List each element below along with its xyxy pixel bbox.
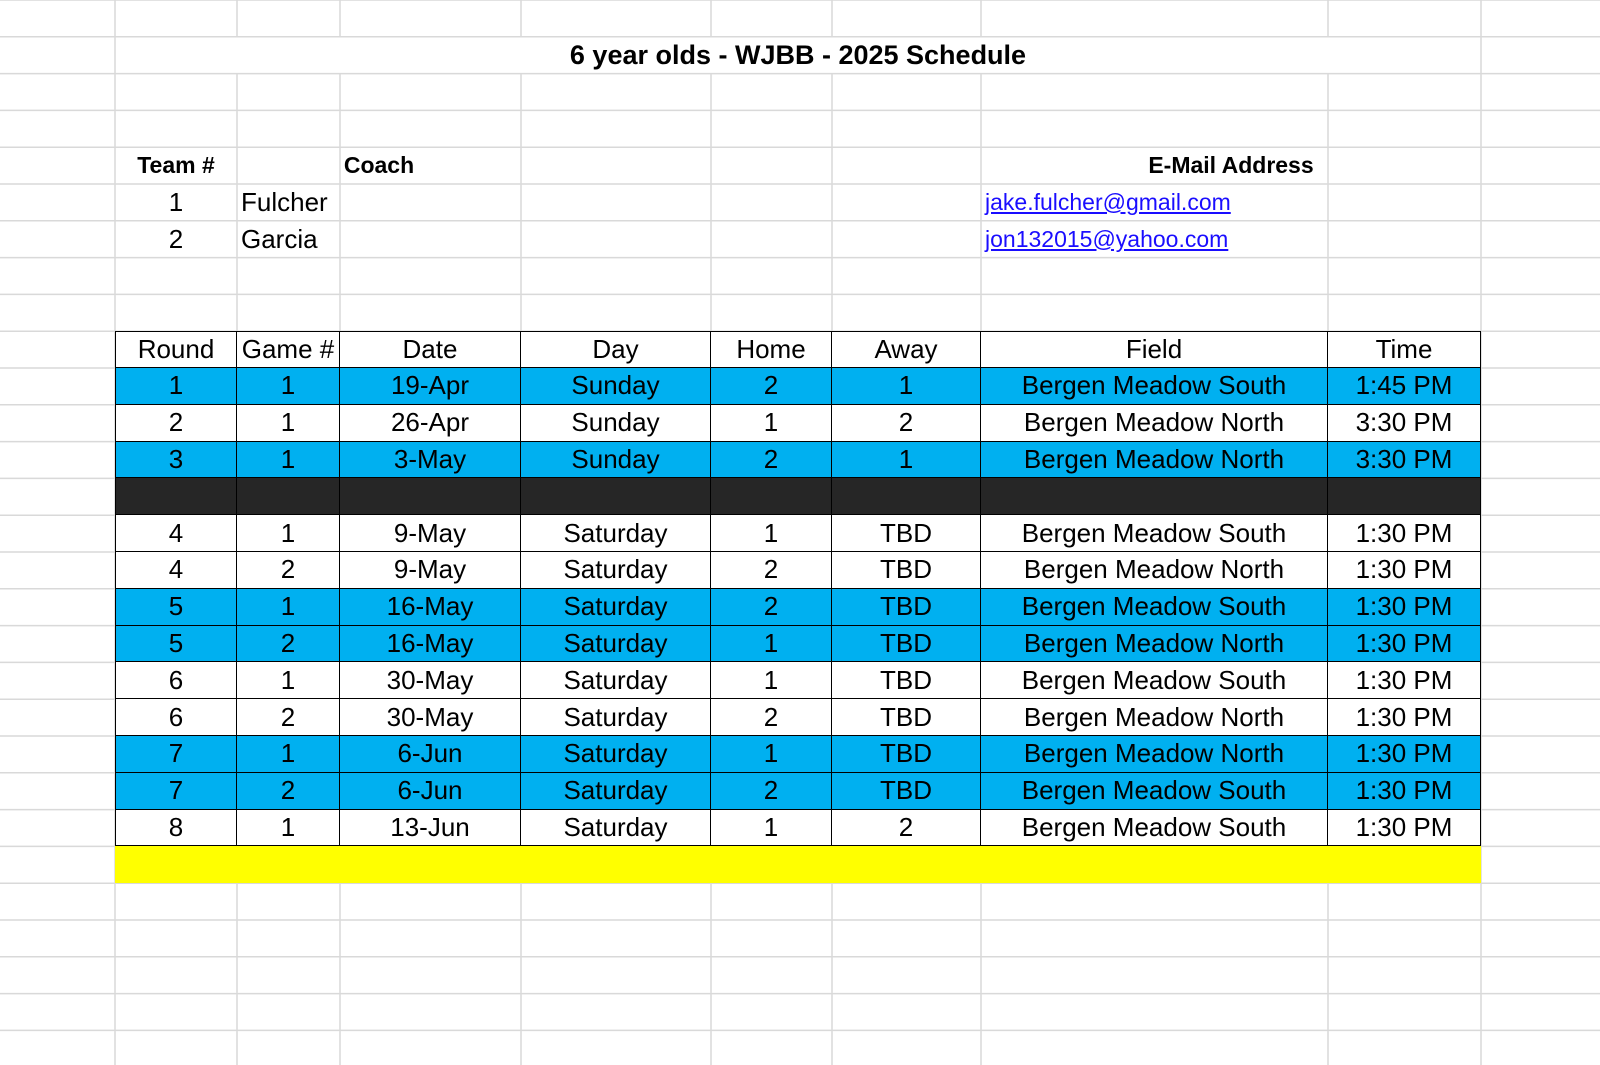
schedule-cell[interactable]: 6 [115,699,237,736]
schedule-cell[interactable]: 2 [711,552,832,589]
schedule-divider-cell[interactable] [115,478,237,515]
schedule-cell[interactable]: 1 [711,405,832,442]
schedule-cell[interactable]: 2 [711,699,832,736]
schedule-cell[interactable]: 1 [711,736,832,773]
schedule-cell[interactable]: TBD [832,589,981,626]
schedule-cell[interactable]: Bergen Meadow South [981,368,1328,405]
schedule-cell[interactable]: Saturday [521,552,711,589]
schedule-cell[interactable]: 1:30 PM [1328,515,1481,552]
schedule-cell[interactable]: 1 [832,442,981,479]
schedule-cell[interactable]: Saturday [521,810,711,847]
schedule-cell[interactable]: 6-Jun [340,773,521,810]
schedule-cell[interactable]: Sunday [521,405,711,442]
schedule-cell[interactable]: 13-Jun [340,810,521,847]
schedule-cell[interactable]: 3-May [340,442,521,479]
team-number[interactable]: 2 [168,223,184,254]
schedule-divider-cell[interactable] [237,478,340,515]
schedule-cell[interactable]: Bergen Meadow North [981,699,1328,736]
schedule-divider-cell[interactable] [1328,478,1481,515]
schedule-cell[interactable]: 3:30 PM [1328,405,1481,442]
schedule-divider-cell[interactable] [711,478,832,515]
schedule-cell[interactable]: 2 [237,773,340,810]
schedule-cell[interactable]: Bergen Meadow North [981,626,1328,663]
schedule-cell[interactable]: Bergen Meadow South [981,810,1328,847]
schedule-cell[interactable]: Saturday [521,515,711,552]
schedule-cell[interactable]: Bergen Meadow South [981,515,1328,552]
schedule-divider-cell[interactable] [832,478,981,515]
schedule-header-cell[interactable]: Field [981,331,1328,368]
schedule-header-cell[interactable]: Game # [237,331,340,368]
schedule-cell[interactable]: 1 [832,368,981,405]
schedule-cell[interactable]: 2 [832,405,981,442]
schedule-cell[interactable]: 1 [711,515,832,552]
schedule-cell[interactable]: Saturday [521,736,711,773]
coach-name[interactable]: Fulcher [241,186,328,217]
schedule-cell[interactable]: 1 [237,810,340,847]
schedule-header-cell[interactable]: Home [711,331,832,368]
schedule-cell[interactable]: TBD [832,773,981,810]
schedule-cell[interactable]: 2 [237,626,340,663]
schedule-cell[interactable]: 9-May [340,515,521,552]
team-number[interactable]: 1 [168,186,184,217]
schedule-cell[interactable]: 2 [832,810,981,847]
teams-header-coach[interactable]: Coach [343,152,415,179]
schedule-cell[interactable]: 2 [711,773,832,810]
schedule-cell[interactable]: 1 [237,515,340,552]
schedule-cell[interactable]: 30-May [340,662,521,699]
schedule-cell[interactable]: Saturday [521,773,711,810]
schedule-cell[interactable]: 1:30 PM [1328,626,1481,663]
schedule-cell[interactable]: 1:30 PM [1328,736,1481,773]
schedule-cell[interactable]: TBD [832,626,981,663]
teams-header-email[interactable]: E-Mail Address [1148,152,1314,179]
schedule-cell[interactable]: TBD [832,736,981,773]
coach-name[interactable]: Garcia [241,223,318,254]
schedule-header-cell[interactable]: Date [340,331,521,368]
schedule-cell[interactable]: 6-Jun [340,736,521,773]
schedule-cell[interactable]: Saturday [521,662,711,699]
schedule-cell[interactable]: 1 [711,662,832,699]
schedule-cell[interactable]: Saturday [521,626,711,663]
schedule-cell[interactable]: 30-May [340,699,521,736]
highlighted-empty-row[interactable] [115,846,1481,883]
schedule-cell[interactable]: 1 [115,368,237,405]
schedule-cell[interactable]: Sunday [521,442,711,479]
schedule-cell[interactable]: TBD [832,515,981,552]
schedule-cell[interactable]: Bergen Meadow South [981,773,1328,810]
schedule-header-cell[interactable]: Time [1328,331,1481,368]
schedule-cell[interactable]: 1:30 PM [1328,662,1481,699]
schedule-cell[interactable]: 9-May [340,552,521,589]
schedule-cell[interactable]: TBD [832,699,981,736]
schedule-cell[interactable]: Sunday [521,368,711,405]
schedule-cell[interactable]: 2 [711,442,832,479]
schedule-cell[interactable]: 2 [237,552,340,589]
schedule-cell[interactable]: Bergen Meadow South [981,662,1328,699]
schedule-cell[interactable]: 16-May [340,589,521,626]
schedule-cell[interactable]: 5 [115,626,237,663]
schedule-cell[interactable]: 6 [115,662,237,699]
schedule-cell[interactable]: 1 [237,736,340,773]
schedule-cell[interactable]: Saturday [521,589,711,626]
schedule-cell[interactable]: 7 [115,773,237,810]
schedule-cell[interactable]: 8 [115,810,237,847]
schedule-cell[interactable]: 1 [711,626,832,663]
schedule-cell[interactable]: 1:45 PM [1328,368,1481,405]
schedule-cell[interactable]: 4 [115,552,237,589]
schedule-header-cell[interactable]: Away [832,331,981,368]
schedule-cell[interactable]: Bergen Meadow North [981,405,1328,442]
teams-header-team[interactable]: Team # [137,152,215,179]
schedule-cell[interactable]: 4 [115,515,237,552]
schedule-cell[interactable]: 5 [115,589,237,626]
schedule-cell[interactable]: 26-Apr [340,405,521,442]
schedule-cell[interactable]: 1 [237,662,340,699]
schedule-cell[interactable]: TBD [832,662,981,699]
schedule-cell[interactable]: Bergen Meadow South [981,589,1328,626]
schedule-cell[interactable]: Bergen Meadow North [981,736,1328,773]
schedule-cell[interactable]: 1:30 PM [1328,773,1481,810]
coach-email-link[interactable]: jake.fulcher@gmail.com [985,188,1231,215]
schedule-cell[interactable]: 1 [237,442,340,479]
schedule-cell[interactable]: Saturday [521,699,711,736]
schedule-cell[interactable]: 1:30 PM [1328,552,1481,589]
schedule-cell[interactable]: 3:30 PM [1328,442,1481,479]
schedule-cell[interactable]: Bergen Meadow North [981,442,1328,479]
coach-email-link[interactable]: jon132015@yahoo.com [985,225,1229,252]
schedule-cell[interactable]: 1:30 PM [1328,589,1481,626]
schedule-header-cell[interactable]: Round [115,331,237,368]
schedule-cell[interactable]: 1 [237,589,340,626]
schedule-cell[interactable]: 1:30 PM [1328,699,1481,736]
schedule-cell[interactable]: 2 [711,589,832,626]
schedule-cell[interactable]: Bergen Meadow North [981,552,1328,589]
schedule-cell[interactable]: TBD [832,552,981,589]
sheet-title[interactable]: 6 year olds - WJBB - 2025 Schedule [569,39,1027,70]
schedule-cell[interactable]: 2 [115,405,237,442]
schedule-header-cell[interactable]: Day [521,331,711,368]
schedule-cell[interactable]: 2 [711,368,832,405]
schedule-divider-cell[interactable] [521,478,711,515]
schedule-divider-cell[interactable] [340,478,521,515]
schedule-divider-cell[interactable] [981,478,1328,515]
schedule-cell[interactable]: 1 [237,368,340,405]
schedule-cell[interactable]: 7 [115,736,237,773]
schedule-cell[interactable]: 2 [237,699,340,736]
schedule-cell[interactable]: 1:30 PM [1328,810,1481,847]
schedule-cell[interactable]: 1 [237,405,340,442]
schedule-cell[interactable]: 1 [711,810,832,847]
schedule-cell[interactable]: 16-May [340,626,521,663]
schedule-cell[interactable]: 19-Apr [340,368,521,405]
schedule-cell[interactable]: 3 [115,442,237,479]
